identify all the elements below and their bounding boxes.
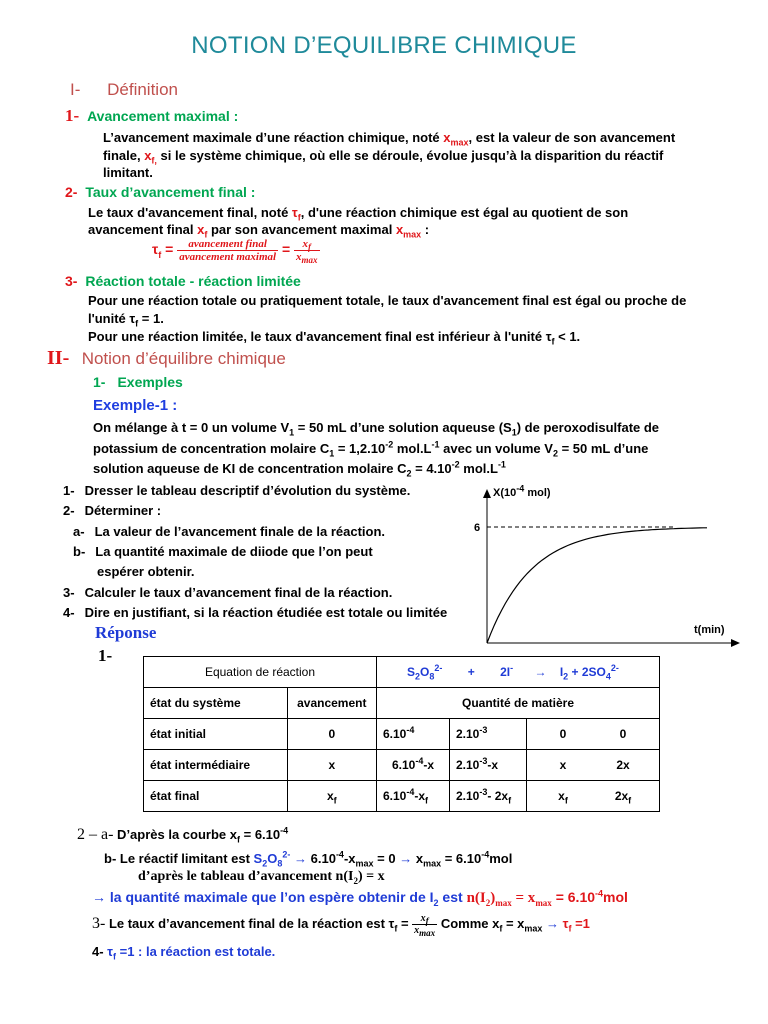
qty-s2o8-cell: $6.10^{-4}-x$: [377, 750, 450, 781]
tau-formula: $\tau_f$ = $\frac{\text{avancement final}}{\text{avancement maximal}}$ = $\frac{x_f}{x_{max}}$: [152, 238, 318, 266]
def3-title: Réaction totale - réaction limitée: [85, 273, 301, 289]
header-quantite: Quantité de matière: [377, 688, 660, 719]
def2-line2: avancement final $x_f$ par son avancement maximal $x_{max}$ :: [88, 222, 430, 240]
question-2: 2- Déterminer :: [63, 503, 162, 518]
adv-cell: x: [287, 750, 376, 781]
def3-line3: Pour une réaction limitée, le taux d'avancement final est inférieur à l'unité $\tau_f < 1$.: [88, 329, 581, 347]
def2-title: Taux d’avancement final :: [85, 184, 256, 200]
qty-products-cell: x 2x: [527, 750, 660, 781]
example-label: Exemple-1 :: [93, 397, 178, 414]
def2-number: 2-: [65, 184, 78, 200]
table-row: [144, 688, 660, 719]
def2-heading: [65, 184, 255, 200]
answer-3: 3- Le taux d’avancement final de la réaction est $\tau_f$ = $\frac{x_f}{x_{max}}$ Comme $x_f = x_{max} \to \tau_f =1$: [92, 913, 590, 938]
evolution-table: [143, 656, 660, 812]
qty-i-cell: $2.10^{-3}$: [450, 719, 527, 750]
section-1-heading: [70, 80, 178, 100]
answer-2b: b- Le réactif limitant est $S_2O_8^{2-} \to 6.10^{-4}-x_{max} = 0 \to x_{max} = 6.10^{-4}mol$: [104, 849, 513, 869]
question-2a: a- La valeur de l’avancement finale de la réaction.: [73, 524, 386, 539]
def3-heading: [65, 273, 301, 289]
examples-heading: 1- Exemples: [93, 374, 183, 390]
state-cell: état final: [144, 781, 288, 812]
def2-line1: Le taux d'avancement final, noté $\tau_f$, d'une réaction chimique est égal au quotient de son: [88, 205, 629, 223]
section-title: Notion d’équilibre chimique: [81, 349, 286, 368]
def1-line3: limitant.: [103, 165, 153, 180]
reponse-number-1: 1-: [98, 646, 113, 665]
table-row: [144, 750, 660, 781]
equation-label-cell: Equation de réaction: [144, 657, 377, 688]
page-title: NOTION D’EQUILIBRE CHIMIQUE: [191, 32, 577, 59]
chart-x-label: t(min): [694, 624, 725, 636]
adv-cell: 0: [287, 719, 376, 750]
example-line1: On mélange à t = 0 un volume $V_1 = 50$ mL d’une solution aqueuse $(S_1)$ de peroxodisulfate de: [93, 420, 660, 438]
qty-s2o8-cell: $6.10^{-4}$: [377, 719, 450, 750]
qty-products-cell: 0 0: [527, 719, 660, 750]
adv-cell: $x_f$: [287, 781, 376, 812]
y-tick-6: 6: [474, 522, 481, 534]
def1-line1: L’avancement maximale d’une réaction chimique, noté $x_{max}$, est la valeur de son avancement: [103, 130, 676, 148]
header-avancement: avancement: [287, 688, 376, 719]
x-axis-arrow: [731, 639, 740, 647]
answer-4: 4- $\tau_f =1$ : la réaction est totale.: [92, 944, 276, 962]
question-4: 4- Dire en justifiant, si la réaction étudiée est totale ou limitée: [63, 605, 448, 620]
answer-2b-line2: d’après le tableau d’avancement $n(I_2) = x$: [138, 869, 385, 886]
def1-heading: [65, 106, 238, 126]
table-row: [144, 719, 660, 750]
question-1: 1- Dresser le tableau descriptif d’évolution du système.: [63, 483, 411, 498]
header-state: état du système: [144, 688, 288, 719]
example-line3: solution aqueuse de KI de concentration molaire $C_2 = 4.10^{-2}$ $mol.L^{-1}$: [93, 459, 506, 479]
table-row: [144, 781, 660, 812]
qty-products-cell: $x_f$ $2x_f$: [527, 781, 660, 812]
section-2-heading: [47, 347, 286, 370]
reponse-label: Réponse: [95, 623, 157, 642]
state-cell: état initial: [144, 719, 288, 750]
question-2b: b- La quantité maximale de diiode que l’on peut: [73, 544, 373, 559]
question-3: 3- Calculer le taux d’avancement final de la réaction.: [63, 585, 393, 600]
section-title: Définition: [107, 80, 178, 99]
table-row: [144, 657, 660, 688]
def1-line2: finale, $x_{f,}$ si le système chimique, où elle se déroule, évolue jusqu’à la disparition du réactif: [103, 148, 664, 166]
def1-title: Avancement maximal :: [87, 108, 239, 124]
qty-i-cell: $2.10^{-3}-$ $2x_f$: [450, 781, 527, 812]
avancement-curve: [487, 528, 707, 643]
answer-2a: 2 – a- D’après la courbe $x_f = 6.10^{-4}$: [77, 825, 289, 845]
y-axis-arrow: [483, 489, 491, 498]
section-number: II-: [47, 347, 70, 369]
def1-number: 1-: [65, 106, 80, 125]
qty-s2o8-cell: $6.10^{-4}-x_f$: [377, 781, 450, 812]
answer-2b-line3: → la quantité maximale que l’on espère obtenir de $I_2$ est $n(I_2)_{max} = x_{max} = 6.10^{-4}mol$: [92, 888, 628, 908]
def3-number: 3-: [65, 273, 78, 289]
equation-cell: $S_2O_8^{2-} + 2I^- \to I_2 + 2SO_4^{2-}$: [377, 657, 660, 688]
example-line2: potassium de concentration molaire $C_1 = 1,2.10^{-2}$ $mol.L^{-1}$ avec un volume $V_2 = 50$ mL d’une: [93, 439, 649, 459]
question-2b-cont: espérer obtenir.: [97, 564, 195, 579]
def3-line1: Pour une réaction totale ou pratiquement totale, le taux d'avancement final est égal ou proche de: [88, 293, 687, 308]
def3-line2: l'unité $\tau_f = 1$.: [88, 311, 164, 329]
chart-y-label: $X(10^{-4}$ mol): [493, 483, 551, 499]
state-cell: état intermédiaire: [144, 750, 288, 781]
section-number: I-: [70, 80, 81, 99]
qty-i-cell: $2.10^{-3}-x$: [450, 750, 527, 781]
